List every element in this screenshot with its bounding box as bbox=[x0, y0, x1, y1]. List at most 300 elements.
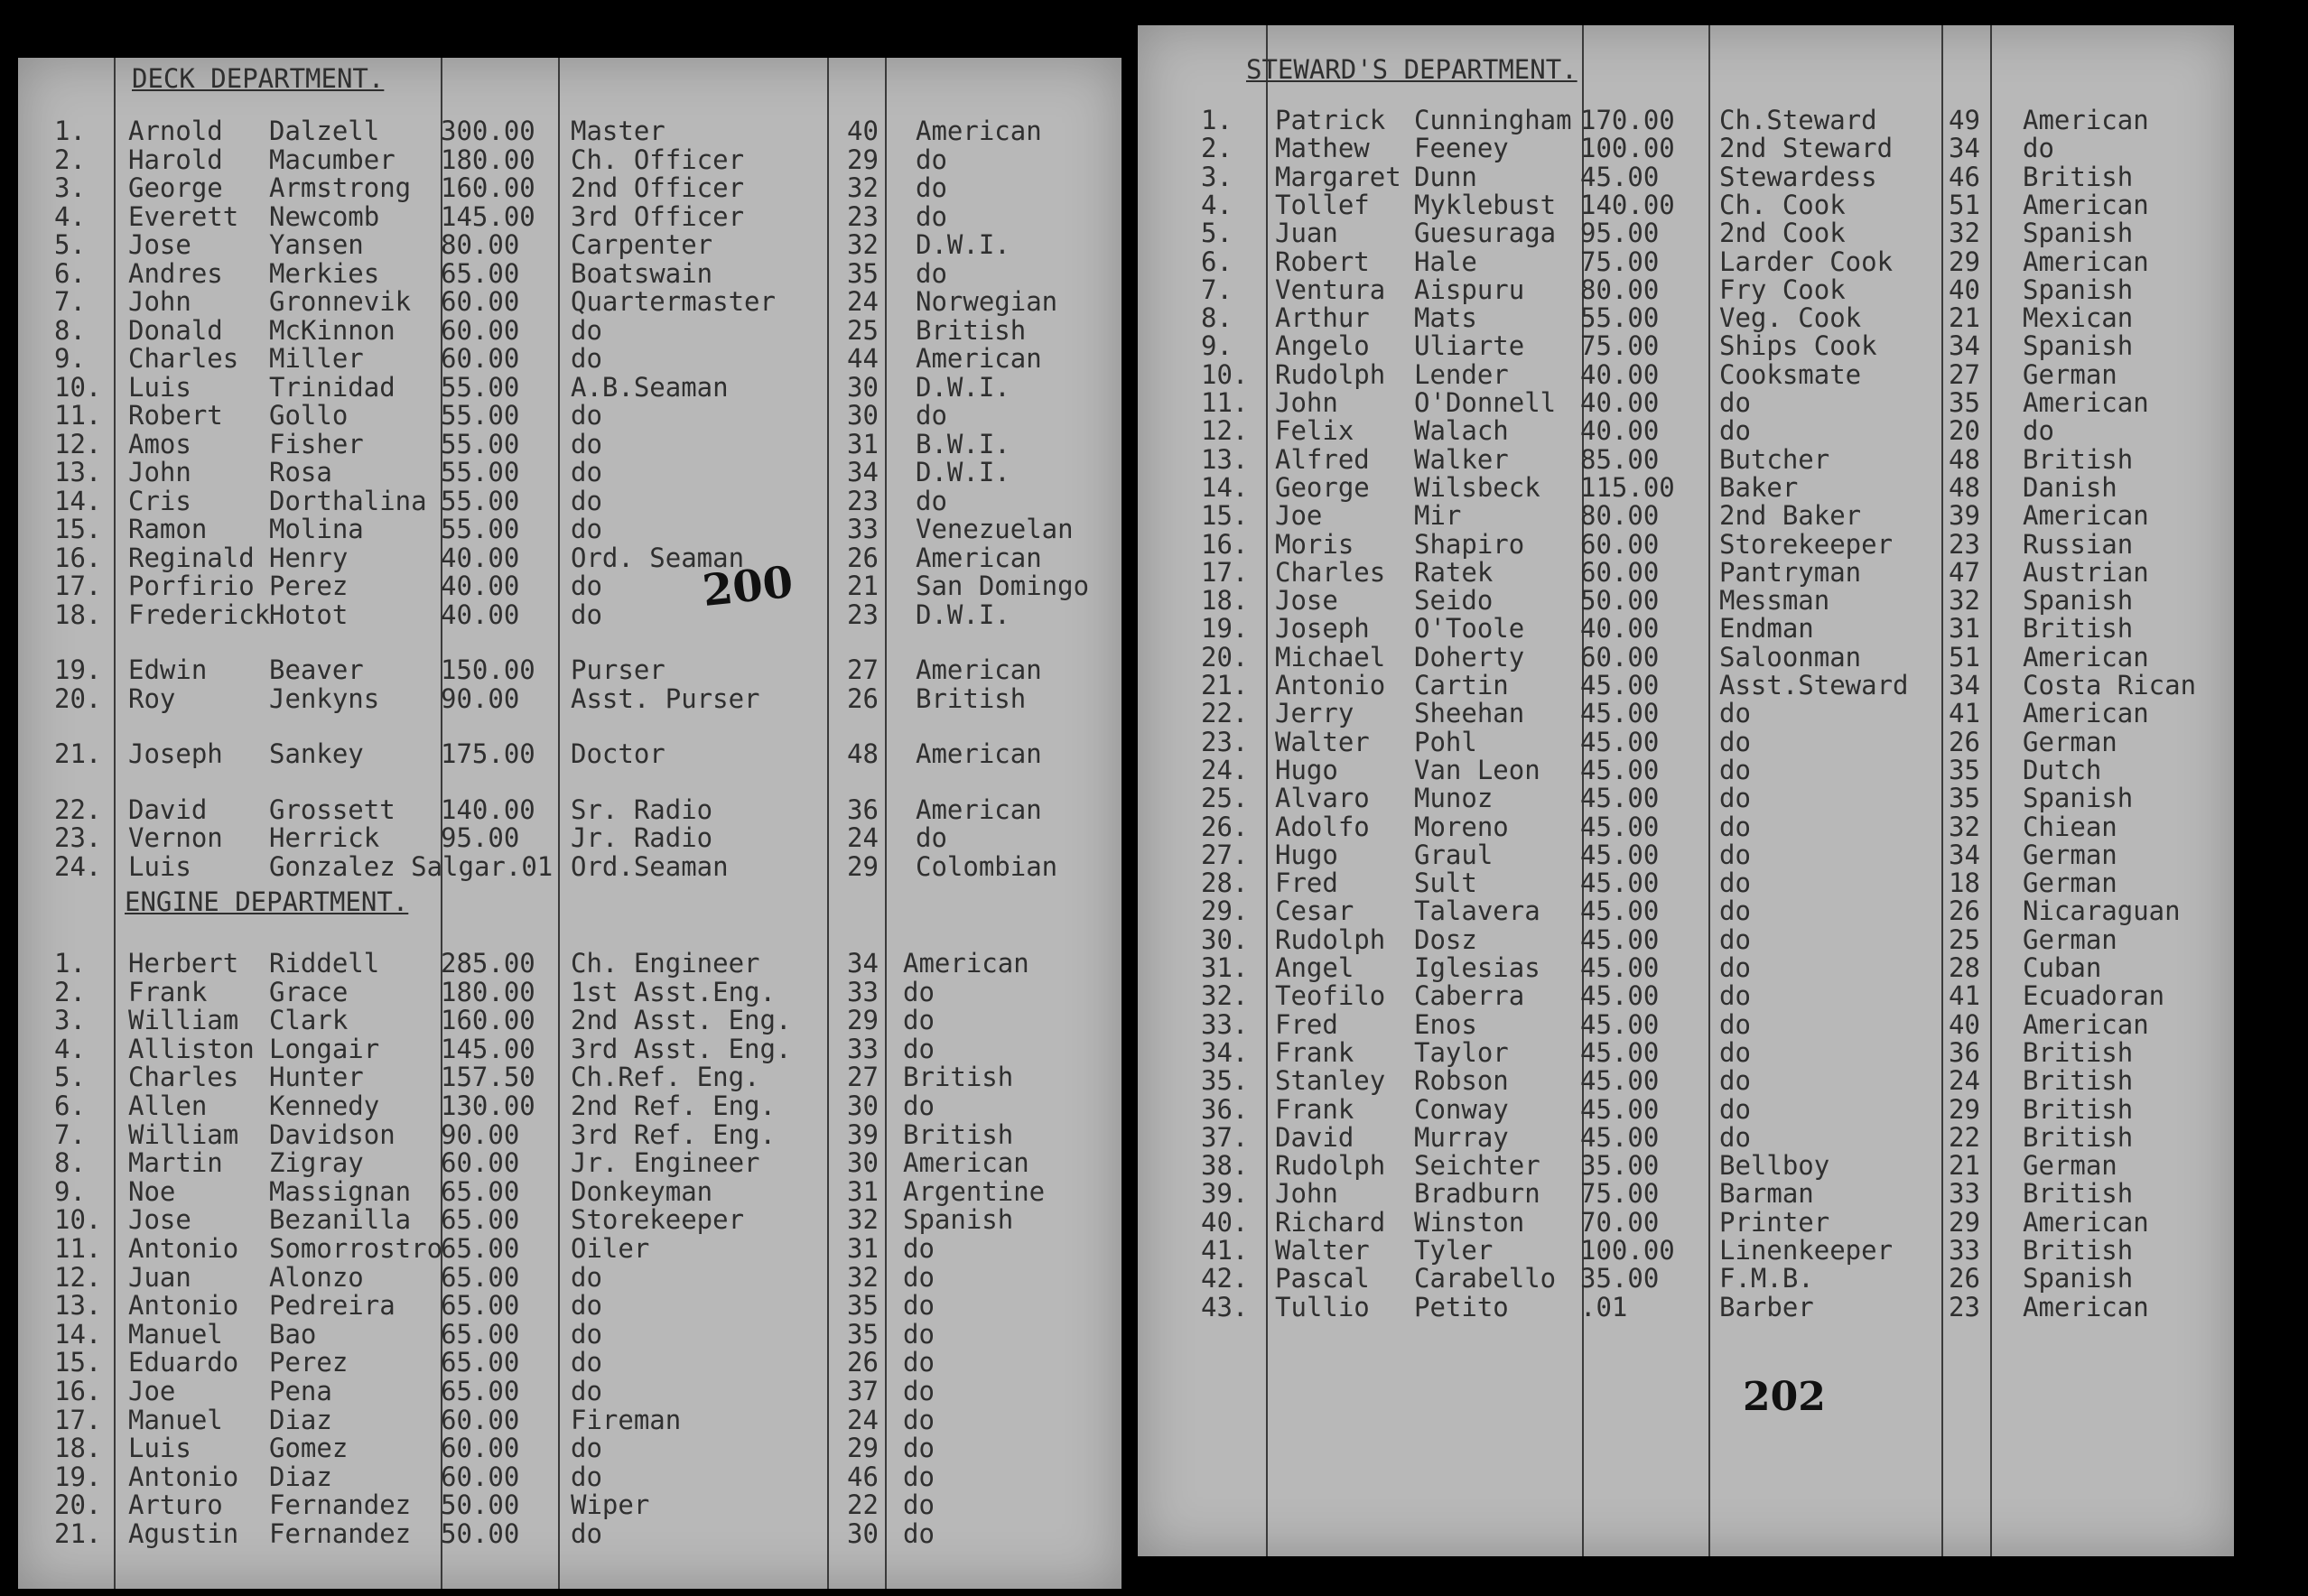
last-name: Gonzalez Salgar.01 bbox=[269, 850, 554, 882]
age: 29 bbox=[1949, 246, 1980, 277]
age: 35 bbox=[1949, 754, 1980, 785]
age: 29 bbox=[847, 850, 879, 882]
last-name: Kennedy bbox=[269, 1090, 380, 1121]
row-number: 23. bbox=[54, 822, 102, 853]
row-number: 12. bbox=[54, 428, 102, 459]
row-number: 8. bbox=[54, 1147, 86, 1179]
nationality: do bbox=[903, 1090, 935, 1121]
row-number: 27. bbox=[1201, 839, 1249, 870]
rating: do bbox=[571, 1290, 602, 1322]
last-name: Walker bbox=[1414, 443, 1509, 475]
age: 32 bbox=[1949, 811, 1980, 842]
age: 31 bbox=[847, 428, 879, 459]
last-name: Grace bbox=[269, 976, 349, 1007]
last-name: Fisher bbox=[269, 428, 364, 459]
crew-row bbox=[1138, 471, 2234, 503]
last-name: Hotot bbox=[269, 598, 349, 630]
rating: 2nd Ref. Eng. bbox=[571, 1090, 776, 1121]
last-name: Wilsbeck bbox=[1414, 471, 1540, 503]
wage: 90.00 bbox=[441, 1118, 520, 1150]
nationality: British bbox=[2023, 613, 2134, 645]
row-number: 19. bbox=[1201, 613, 1249, 645]
last-name: Talavera bbox=[1414, 895, 1540, 927]
nationality: American bbox=[916, 793, 1042, 825]
wage: 55.00 bbox=[441, 485, 520, 516]
row-number: 21. bbox=[1201, 670, 1249, 701]
wage: 80.00 bbox=[1580, 274, 1660, 305]
crew-row bbox=[1138, 923, 2234, 955]
crew-row bbox=[1138, 218, 2234, 249]
crew-row bbox=[1138, 641, 2234, 673]
wage: 285.00 bbox=[441, 948, 535, 979]
nationality: Norwegian bbox=[916, 286, 1058, 317]
age: 39 bbox=[1949, 500, 1980, 532]
row-number: 38. bbox=[1201, 1150, 1249, 1182]
last-name: Iglesias bbox=[1414, 952, 1540, 983]
last-name: Dorthalina bbox=[269, 485, 427, 516]
rating: Donkeyman bbox=[571, 1175, 713, 1207]
first-name: John bbox=[128, 457, 191, 487]
last-name: Hunter bbox=[269, 1062, 364, 1093]
crew-row bbox=[1138, 868, 2234, 899]
nationality: American bbox=[2023, 500, 2149, 532]
crew-row bbox=[18, 1318, 1121, 1350]
first-name: Luis bbox=[128, 371, 191, 403]
nationality: do bbox=[903, 1261, 935, 1293]
nationality: German bbox=[2023, 839, 2117, 870]
row-number: 26. bbox=[1201, 811, 1249, 842]
crew-row bbox=[18, 1035, 1121, 1062]
first-name: Robert bbox=[128, 400, 223, 431]
last-name: Moreno bbox=[1414, 811, 1509, 842]
rating: do bbox=[1719, 415, 1751, 447]
row-number: 30. bbox=[1201, 923, 1249, 955]
nationality: do bbox=[903, 1290, 935, 1322]
row-number: 18. bbox=[1201, 585, 1249, 617]
first-name: Margaret bbox=[1275, 161, 1401, 192]
age: 31 bbox=[847, 1175, 879, 1207]
first-name: Felix bbox=[1275, 415, 1354, 447]
wage: 65.00 bbox=[441, 1376, 520, 1406]
nationality: American bbox=[916, 343, 1042, 374]
age: 30 bbox=[847, 400, 879, 431]
rating: do bbox=[1719, 952, 1751, 983]
nationality: British bbox=[2023, 443, 2134, 475]
wage: 45.00 bbox=[1580, 726, 1660, 757]
row-number: 8. bbox=[54, 314, 86, 346]
row-number: 18. bbox=[54, 598, 102, 630]
nationality: Ecuadoran bbox=[2023, 980, 2165, 1012]
first-name: Manuel bbox=[128, 1318, 223, 1350]
last-name: Beaver bbox=[269, 654, 364, 685]
crew-row bbox=[1138, 613, 2234, 645]
first-name: Antonio bbox=[1275, 670, 1386, 701]
row-number: 23. bbox=[1201, 726, 1249, 757]
wage: 45.00 bbox=[1580, 868, 1660, 899]
wage: 60.00 bbox=[441, 1461, 520, 1492]
wage: 55.00 bbox=[441, 371, 520, 403]
row-number: 36. bbox=[1201, 1093, 1249, 1125]
wage: 145.00 bbox=[441, 200, 535, 232]
wage: 55.00 bbox=[441, 400, 520, 431]
nationality: Spanish bbox=[2023, 330, 2134, 362]
first-name: David bbox=[128, 793, 208, 825]
wage: 100.00 bbox=[1580, 1235, 1675, 1266]
crew-row bbox=[18, 793, 1121, 825]
rating: Veg. Cook bbox=[1719, 302, 1862, 334]
first-name: Joseph bbox=[1275, 613, 1370, 645]
row-number: 20. bbox=[54, 1489, 102, 1521]
row-number: 43. bbox=[1201, 1291, 1249, 1322]
crew-row bbox=[18, 1406, 1121, 1434]
row-number: 9. bbox=[54, 1175, 86, 1207]
last-name: McKinnon bbox=[269, 314, 396, 346]
age: 23 bbox=[1949, 1291, 1980, 1322]
age: 36 bbox=[847, 793, 879, 825]
crew-row bbox=[1138, 358, 2234, 390]
age: 23 bbox=[847, 598, 879, 630]
wage: 100.00 bbox=[1580, 133, 1675, 164]
crew-row bbox=[18, 146, 1121, 173]
crew-row bbox=[1138, 556, 2234, 588]
first-name: John bbox=[1275, 387, 1338, 418]
page-number-stamp: 200 bbox=[700, 556, 796, 617]
nationality: Spanish bbox=[2023, 218, 2134, 249]
last-name: Clark bbox=[269, 1005, 349, 1036]
first-name: Jose bbox=[128, 1204, 191, 1236]
age: 21 bbox=[847, 571, 879, 601]
first-name: Fred bbox=[1275, 1008, 1338, 1040]
rating: Ships Cook bbox=[1719, 330, 1877, 362]
wage: 40.00 bbox=[441, 542, 520, 573]
first-name: Tollef bbox=[1275, 189, 1370, 220]
nationality: Venezuelan bbox=[916, 514, 1074, 544]
rating: Master bbox=[571, 116, 665, 146]
rating: Doctor bbox=[571, 738, 665, 769]
crew-row bbox=[18, 428, 1121, 459]
crew-row bbox=[18, 1118, 1121, 1150]
first-name: Fred bbox=[1275, 868, 1338, 899]
row-number: 24. bbox=[1201, 754, 1249, 785]
crew-row bbox=[1138, 585, 2234, 617]
nationality: do bbox=[903, 1233, 935, 1264]
rating: do bbox=[1719, 754, 1751, 785]
age: 51 bbox=[1949, 189, 1980, 220]
nationality: German bbox=[2023, 1150, 2117, 1182]
first-name: Hugo bbox=[1275, 839, 1338, 870]
nationality: do bbox=[903, 1347, 935, 1378]
wage: 40.00 bbox=[1580, 415, 1660, 447]
crew-row bbox=[1138, 700, 2234, 727]
row-number: 31. bbox=[1201, 952, 1249, 983]
wage: 60.00 bbox=[441, 1433, 520, 1464]
age: 25 bbox=[847, 314, 879, 346]
first-name: Agustin bbox=[128, 1518, 239, 1549]
nationality: Austrian bbox=[2023, 556, 2149, 588]
rating: do bbox=[1719, 783, 1751, 814]
last-name: O'Toole bbox=[1414, 613, 1525, 645]
crew-row bbox=[1138, 1036, 2234, 1068]
first-name: Adolfo bbox=[1275, 811, 1370, 842]
first-name: Mathew bbox=[1275, 133, 1370, 164]
row-number: 19. bbox=[54, 1461, 102, 1492]
row-number: 17. bbox=[1201, 556, 1249, 588]
last-name: Petito bbox=[1414, 1291, 1509, 1322]
last-name: Riddell bbox=[269, 948, 380, 979]
first-name: Pascal bbox=[1275, 1263, 1370, 1294]
nationality: Colombian bbox=[916, 850, 1058, 882]
age: 32 bbox=[847, 229, 879, 260]
wage: 180.00 bbox=[441, 976, 535, 1007]
crew-row bbox=[1138, 528, 2234, 560]
nationality: British bbox=[916, 682, 1027, 714]
crew-row bbox=[18, 656, 1121, 683]
wage: 75.00 bbox=[1580, 330, 1660, 362]
crew-row bbox=[18, 1378, 1121, 1405]
row-number: 33. bbox=[1201, 1008, 1249, 1040]
first-name: Everett bbox=[128, 200, 239, 232]
wage: 65.00 bbox=[441, 1318, 520, 1350]
age: 24 bbox=[1949, 1065, 1980, 1097]
age: 35 bbox=[1949, 783, 1980, 814]
last-name: Herrick bbox=[269, 822, 380, 853]
crew-row bbox=[1138, 107, 2234, 134]
last-name: Mats bbox=[1414, 302, 1477, 334]
crew-row bbox=[1138, 500, 2234, 532]
age: 29 bbox=[847, 1005, 879, 1036]
last-name: Longair bbox=[269, 1033, 380, 1064]
age: 48 bbox=[847, 738, 879, 769]
rating: do bbox=[571, 1518, 602, 1549]
rating: Fireman bbox=[571, 1404, 682, 1435]
rating: Larder Cook bbox=[1719, 246, 1894, 277]
nationality: do bbox=[903, 976, 935, 1007]
rating: Butcher bbox=[1719, 443, 1830, 475]
last-name: Grossett bbox=[269, 793, 396, 825]
age: 33 bbox=[1949, 1178, 1980, 1210]
age: 29 bbox=[847, 144, 879, 175]
wage: 50.00 bbox=[441, 1489, 520, 1521]
last-name: Cartin bbox=[1414, 670, 1509, 701]
rating: do bbox=[571, 598, 602, 630]
first-name: Porfirio bbox=[128, 571, 255, 601]
rating: do bbox=[571, 1261, 602, 1293]
crew-row bbox=[18, 1062, 1121, 1093]
rating: do bbox=[1719, 923, 1751, 955]
rating: do bbox=[1719, 811, 1751, 842]
last-name: Guesuraga bbox=[1414, 218, 1557, 249]
row-number: 16. bbox=[54, 542, 102, 573]
rating: do bbox=[571, 1433, 602, 1464]
crew-row bbox=[18, 1520, 1121, 1547]
last-name: Aispuru bbox=[1414, 274, 1525, 305]
nationality: Chiean bbox=[2023, 811, 2117, 842]
nationality: do bbox=[903, 1033, 935, 1064]
first-name: Luis bbox=[128, 850, 191, 882]
nationality: D.W.I. bbox=[916, 457, 1010, 487]
first-name: Joseph bbox=[128, 738, 223, 769]
engine-department-title: ENGINE DEPARTMENT. bbox=[125, 886, 409, 917]
crew-row bbox=[1138, 728, 2234, 756]
wage: 65.00 bbox=[441, 257, 520, 289]
last-name: Walach bbox=[1414, 415, 1509, 447]
nationality: San Domingo bbox=[916, 571, 1090, 601]
last-name: Davidson bbox=[269, 1118, 396, 1150]
nationality: do bbox=[903, 1318, 935, 1350]
first-name: Arnold bbox=[128, 116, 223, 146]
nationality: B.W.I. bbox=[916, 428, 1010, 459]
wage: 85.00 bbox=[1580, 443, 1660, 475]
steward-department-title: STEWARD'S DEPARTMENT. bbox=[1246, 54, 1577, 85]
wage: 180.00 bbox=[441, 144, 535, 175]
age: 27 bbox=[847, 654, 879, 685]
last-name: Jenkyns bbox=[269, 682, 380, 714]
age: 28 bbox=[1949, 952, 1980, 983]
nationality: do bbox=[2023, 133, 2054, 164]
age: 51 bbox=[1949, 641, 1980, 673]
last-name: Gronnevik bbox=[269, 286, 412, 317]
rating: Ch. Cook bbox=[1719, 189, 1846, 220]
last-name: Robson bbox=[1414, 1065, 1509, 1097]
age: 35 bbox=[847, 1290, 879, 1322]
age: 40 bbox=[1949, 274, 1980, 305]
first-name: Roy bbox=[128, 682, 176, 714]
first-name: Charles bbox=[1275, 556, 1386, 588]
crew-row bbox=[18, 1433, 1121, 1464]
nationality: American bbox=[916, 542, 1042, 573]
age: 26 bbox=[1949, 895, 1980, 927]
first-name: Juan bbox=[128, 1261, 191, 1293]
wage: 60.00 bbox=[441, 1404, 520, 1435]
rating: 2nd Baker bbox=[1719, 500, 1862, 532]
rating: Storekeeper bbox=[1719, 528, 1894, 560]
age: 26 bbox=[847, 1347, 879, 1378]
nationality: D.W.I. bbox=[916, 371, 1010, 403]
wage: 65.00 bbox=[441, 1347, 520, 1378]
rating: Barman bbox=[1719, 1178, 1814, 1210]
row-number: 3. bbox=[54, 1005, 86, 1036]
row-number: 25. bbox=[1201, 783, 1249, 814]
wage: 40.00 bbox=[1580, 358, 1660, 390]
crew-row bbox=[1138, 302, 2234, 334]
age: 23 bbox=[847, 200, 879, 232]
row-number: 4. bbox=[54, 1033, 86, 1064]
rating: Asst. Purser bbox=[571, 682, 760, 714]
row-number: 1. bbox=[54, 116, 86, 146]
crew-row bbox=[18, 1489, 1121, 1521]
first-name: Vernon bbox=[128, 822, 223, 853]
crew-row bbox=[1138, 1093, 2234, 1125]
age: 24 bbox=[847, 1404, 879, 1435]
age: 33 bbox=[847, 1033, 879, 1064]
first-name: Ramon bbox=[128, 514, 208, 544]
crew-row bbox=[1138, 163, 2234, 190]
wage: 45.00 bbox=[1580, 1065, 1660, 1097]
row-number: 35. bbox=[1201, 1065, 1249, 1097]
row-number: 2. bbox=[54, 144, 86, 175]
first-name: Edwin bbox=[128, 654, 208, 685]
row-number: 5. bbox=[54, 229, 86, 260]
first-name: Rudolph bbox=[1275, 1150, 1386, 1182]
age: 24 bbox=[847, 822, 879, 853]
row-number: 10. bbox=[54, 371, 102, 403]
age: 26 bbox=[847, 542, 879, 573]
last-name: Pohl bbox=[1414, 726, 1477, 757]
crew-row bbox=[18, 1261, 1121, 1293]
crew-row bbox=[18, 1204, 1121, 1236]
crew-row bbox=[18, 402, 1121, 429]
crew-row bbox=[1138, 389, 2234, 416]
nationality: American bbox=[903, 948, 1029, 979]
wage: 60.00 bbox=[1580, 528, 1660, 560]
row-number: 8. bbox=[1201, 302, 1233, 334]
last-name: Mir bbox=[1414, 500, 1462, 532]
last-name: Bao bbox=[269, 1318, 317, 1350]
row-number: 14. bbox=[54, 1318, 102, 1350]
last-name: Pena bbox=[269, 1376, 332, 1406]
last-name: Yansen bbox=[269, 229, 364, 260]
wage: 300.00 bbox=[441, 116, 535, 146]
age: 34 bbox=[1949, 839, 1980, 870]
crew-row bbox=[18, 1092, 1121, 1119]
nationality: Mexican bbox=[2023, 302, 2134, 334]
row-number: 29. bbox=[1201, 895, 1249, 927]
crew-row bbox=[18, 572, 1121, 599]
first-name: Antonio bbox=[128, 1461, 239, 1492]
wage: 150.00 bbox=[441, 654, 535, 685]
row-number: 2. bbox=[1201, 133, 1233, 164]
last-name: O'Donnell bbox=[1414, 387, 1557, 418]
age: 30 bbox=[847, 1147, 879, 1179]
crew-row bbox=[18, 345, 1121, 372]
rating: do bbox=[571, 1461, 602, 1492]
last-name: Tyler bbox=[1414, 1235, 1494, 1266]
crew-row bbox=[18, 850, 1121, 882]
wage: 55.00 bbox=[441, 428, 520, 459]
first-name: Reginald bbox=[128, 542, 255, 573]
row-number: 11. bbox=[54, 1233, 102, 1264]
wage: 160.00 bbox=[441, 1005, 535, 1036]
age: 32 bbox=[847, 1204, 879, 1236]
wage: 157.50 bbox=[441, 1062, 535, 1093]
crew-row bbox=[18, 598, 1121, 630]
wage: .01 bbox=[1580, 1291, 1628, 1322]
rating: do bbox=[571, 514, 602, 544]
rating: Jr. Engineer bbox=[571, 1147, 760, 1179]
nationality: German bbox=[2023, 923, 2117, 955]
row-number: 6. bbox=[1201, 246, 1233, 277]
wage: 45.00 bbox=[1580, 839, 1660, 870]
wage: 50.00 bbox=[441, 1518, 520, 1549]
last-name: Fernandez bbox=[269, 1489, 412, 1521]
wage: 65.00 bbox=[441, 1204, 520, 1236]
wage: 45.00 bbox=[1580, 670, 1660, 701]
last-name: Newcomb bbox=[269, 200, 380, 232]
wage: 50.00 bbox=[1580, 585, 1660, 617]
last-name: Merkies bbox=[269, 257, 380, 289]
crew-row bbox=[1138, 330, 2234, 362]
age: 46 bbox=[1949, 161, 1980, 192]
row-number: 16. bbox=[54, 1376, 102, 1406]
row-number: 41. bbox=[1201, 1235, 1249, 1266]
first-name: Moris bbox=[1275, 528, 1354, 560]
rating: 2nd Cook bbox=[1719, 218, 1846, 249]
wage: 70.00 bbox=[1580, 1206, 1660, 1238]
last-name: Doherty bbox=[1414, 641, 1525, 673]
nationality: do bbox=[916, 144, 947, 175]
row-number: 7. bbox=[54, 1118, 86, 1150]
nationality: German bbox=[2023, 726, 2117, 757]
